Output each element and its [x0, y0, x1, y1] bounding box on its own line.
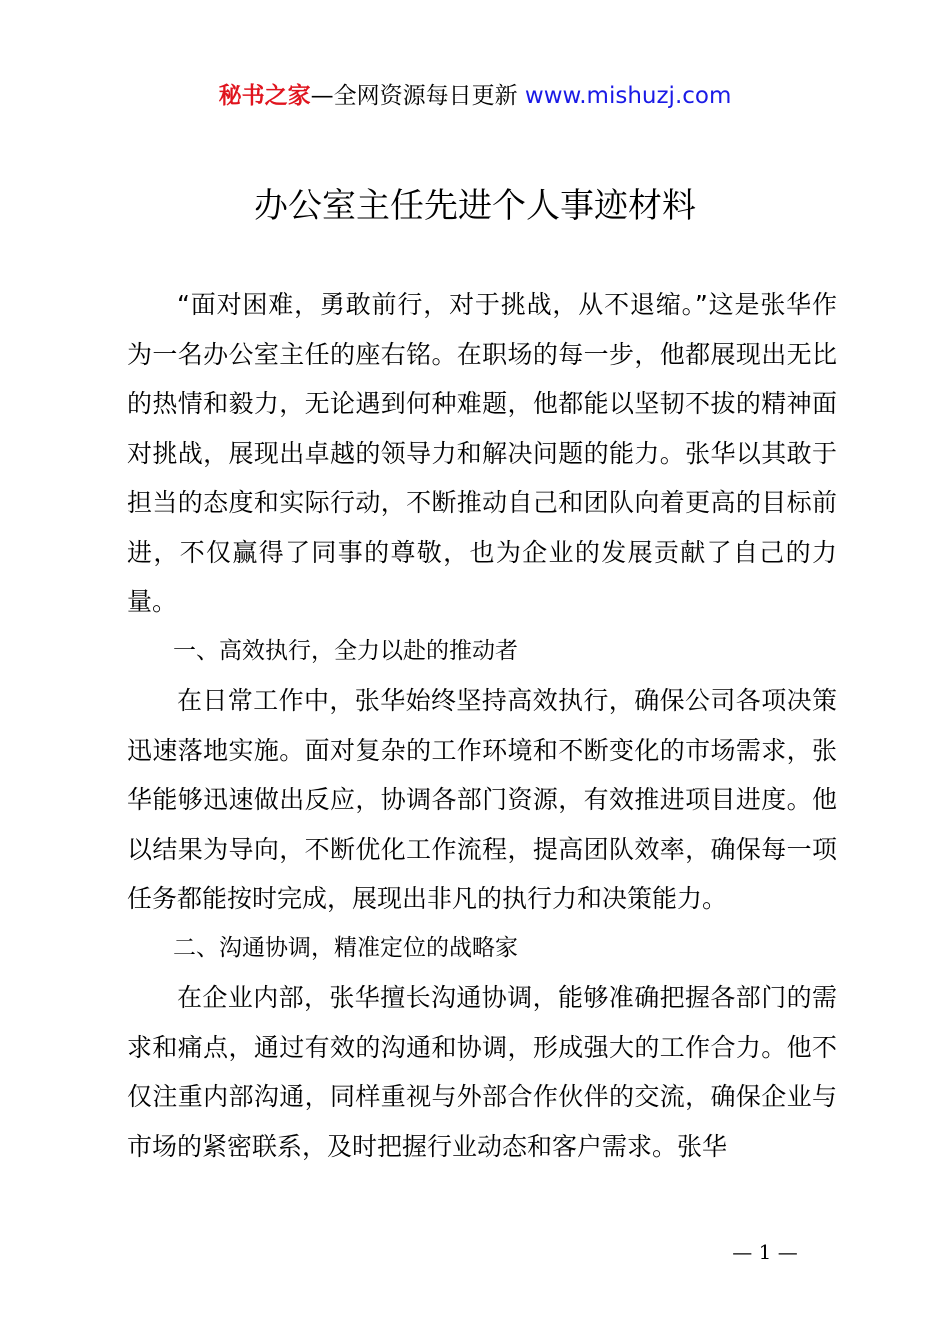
- section-2-heading: 二、沟通协调，精准定位的战略家: [173, 934, 518, 961]
- intro-paragraph: “面对困难，勇敢前行，对于挑战，从不退缩。”这是张华作为一名办公室主任的座右铭。在职场的每一步，他都展现出无比的热情和毅力，无论遇到何种难题，他都能以坚韧不拔的精神面对挑战，展现出卓越的领导力和解决问题的能力。张华以其敢于担当的态度和实际行动，不断推动自己和团队向着更高的目标前进，不仅赢得了同事的尊敬，也为企业的发展贡献了自己的力量。: [127, 290, 837, 616]
- page-number: — 1 —: [732, 1240, 798, 1264]
- section-1-heading: 一、高效执行，全力以赴的推动者: [173, 637, 518, 664]
- section-1-paragraph: 在日常工作中，张华始终坚持高效执行，确保公司各项决策迅速落地实施。面对复杂的工作环境和不断变化的市场需求，张华能够迅速做出反应，协调各部门资源，有效推进项目进度。他以结果为导向，不断优化工作流程，提高团队效率，确保每一项任务都能按时完成，展现出非凡的执行力和决策能力。: [127, 686, 837, 913]
- site-brand: 秘书之家: [218, 83, 311, 109]
- document-body: [127, 280, 837, 1171]
- document-title: 办公室主任先进个人事迹材料: [254, 186, 696, 226]
- section-2-paragraph: 在企业内部，张华擅长沟通协调，能够准确把握各部门的需求和痛点，通过有效的沟通和协调，形成强大的工作合力。他不仅注重内部沟通，同样重视与外部合作伙伴的交流，确保企业与市场的紧密联系，及时把握行业动态和客户需求。张华: [127, 983, 837, 1161]
- site-url-link[interactable]: www.mishuzj.com: [524, 83, 732, 109]
- site-header: [0, 80, 950, 112]
- site-slogan: —全网资源每日更新: [310, 83, 525, 109]
